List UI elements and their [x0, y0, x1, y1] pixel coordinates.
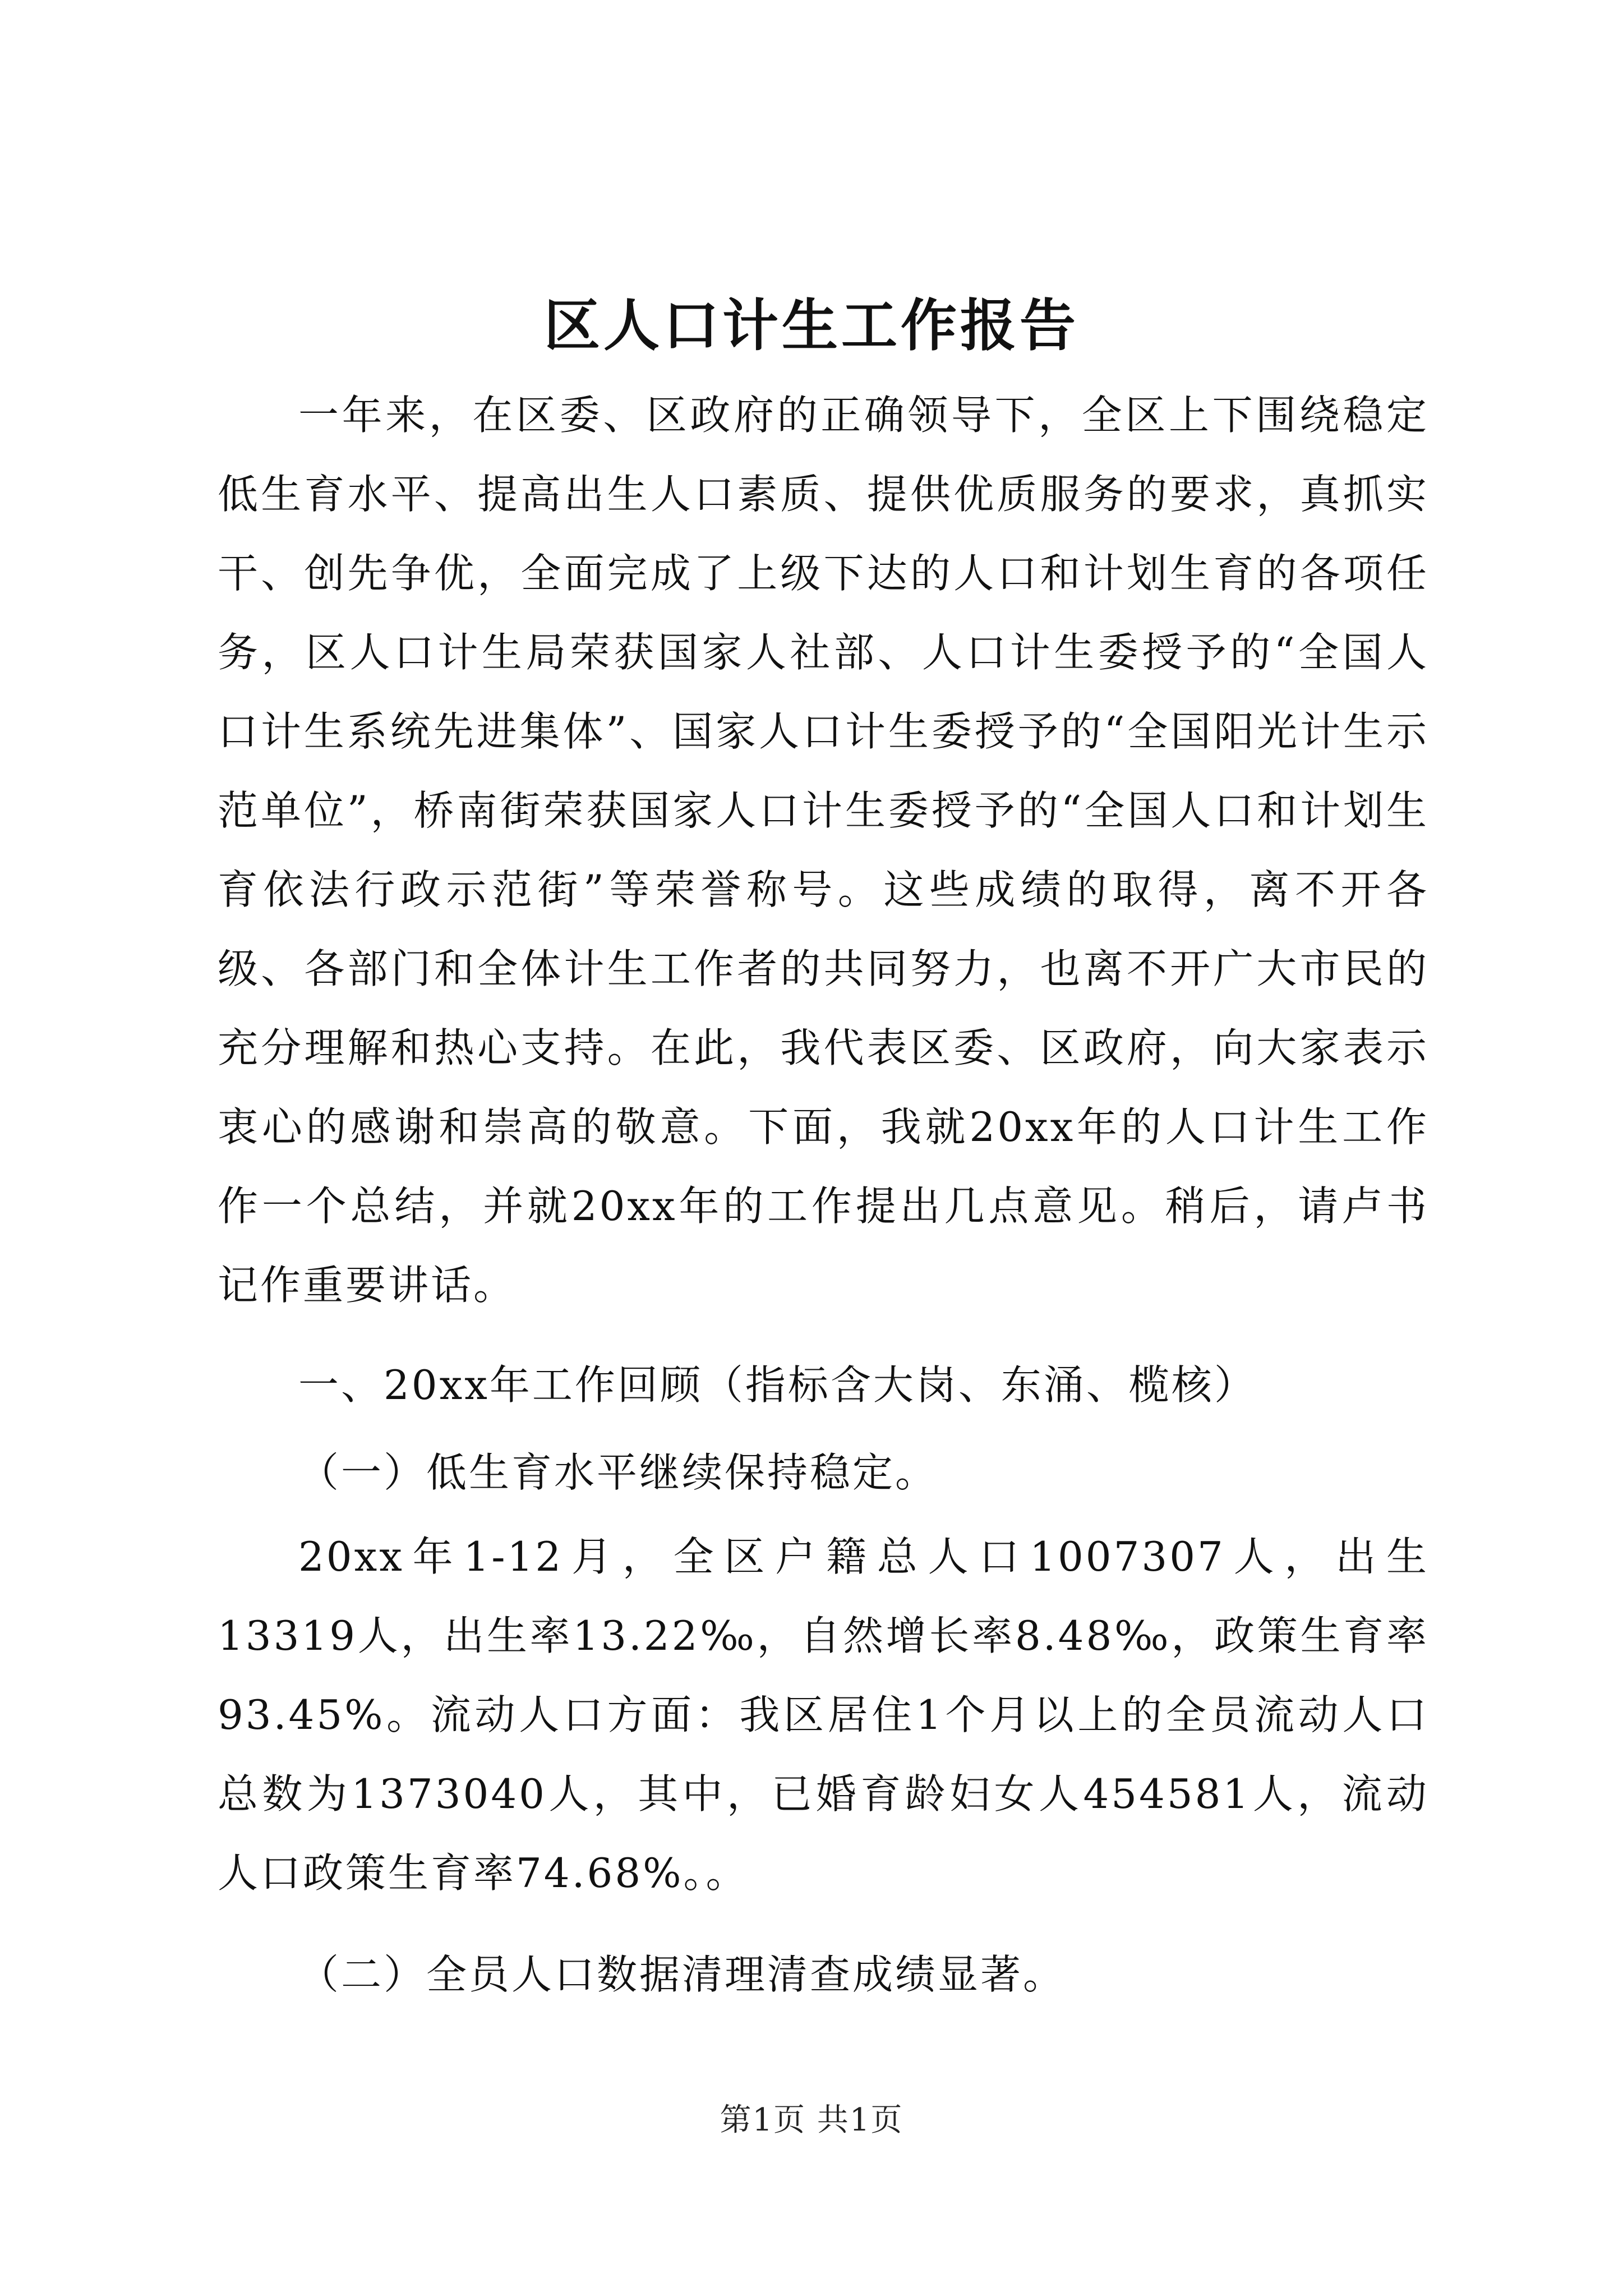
population-stats-paragraph: 20xx年1-12月，全区户籍总人口1007307人，出生13319人，出生率13.22‰，自然增长率8.48‰，政策生育率93.45%。流动人口方面：我区居住1个月以上的全员流动人口总数为1373040人，其中，已婚育龄妇女人454581人，流动人口政策生育率74.68%。。 [218, 1533, 1429, 1897]
subsection-heading-data-cleanup: （二）全员人口数据清理清查成绩显著。 [298, 1951, 1066, 1998]
page-footer: 第1页 共1页 [720, 2102, 903, 2138]
subsection-heading-birth-level: （一）低生育水平继续保持稳定。 [298, 1449, 938, 1496]
intro-paragraph: 一年来，在区委、区政府的正确领导下，全区上下围绕稳定低生育水平、提高出生人口素质、提供优质服务的要求，真抓实干、创先争优，全面完成了上级下达的人口和计划生育的各项任务，区人口计生局荣获国家人社部、人口计生委授予的“全国人口计生系统先进集体”、国家人口计生委授予的“全国阳光计生示范单位”，桥南街荣获国家人口计生委授予的“全国人口和计划生育依法行政示范街”等荣誉称号。这些成绩的取得，离不开各级、各部门和全体计生工作者的共同努力，也离不开广大市民的充分理解和热心支持。在此，我代表区委、区政府，向大家表示衷心的感谢和崇高的敬意。下面，我就20xx年的人口计生工作作一个总结，并就20xx年的工作提出几点意见。稍后，请卢书记作重要讲话。 [218, 392, 1429, 1309]
section-heading-work-review: 一、20xx年工作回顾（指标含大岗、东涌、榄核） [298, 1361, 1257, 1409]
document-title: 区人口计生工作报告 [544, 292, 1079, 358]
